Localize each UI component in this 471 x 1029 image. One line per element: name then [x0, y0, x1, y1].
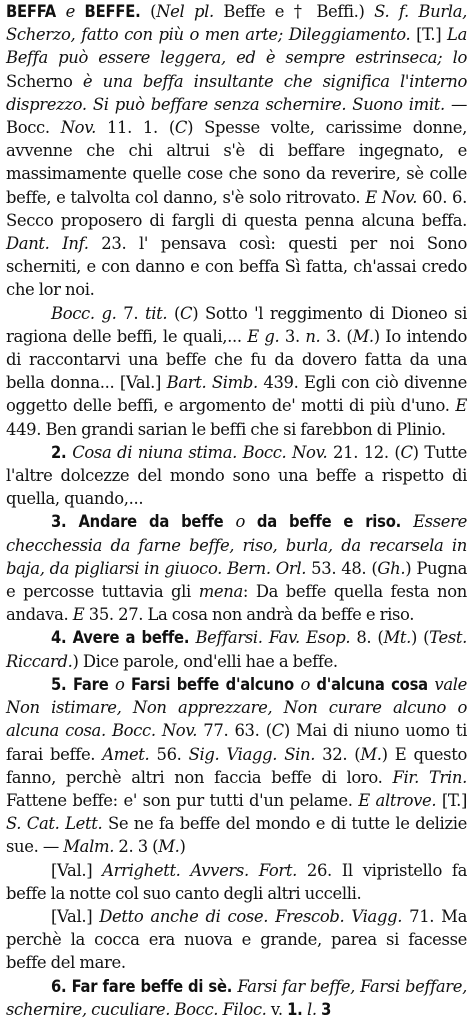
- headword-text: d'alcuna cosa: [316, 674, 435, 694]
- italic-text: Detto anche di cose. Frescob. Viagg.: [99, 906, 410, 926]
- body-text: Fattene beffe: e' son pur tutti d'un pelame.: [6, 790, 359, 810]
- body-text: 21. 12. (: [333, 442, 401, 462]
- headword-text: 5. Fare: [51, 674, 116, 694]
- italic-text: M.: [360, 744, 382, 764]
- italic-text: e: [65, 2, 85, 21]
- entry-sense-paragraph: [6, 905, 467, 975]
- italic-text: Mt.: [383, 628, 411, 648]
- italic-text: C: [179, 303, 193, 323]
- italic-text: C: [271, 721, 284, 741]
- italic-text: S. f. Burla, Scherzo, fatto con più o men arte; Dileggiamento.: [6, 2, 467, 45]
- headword-text: Farsi beffe d'alcuno: [131, 674, 301, 694]
- headword-text: 3. Andare da beffe: [51, 512, 236, 532]
- italic-text: o: [235, 512, 257, 532]
- entry-sense-paragraph: [6, 441, 467, 511]
- italic-text: n.: [305, 326, 326, 346]
- headword-text: 1.: [287, 999, 307, 1019]
- body-text: 439. Egli con ciò divenne oggetto delle beffi, e argomento de' motti di più d'uno.: [6, 373, 467, 416]
- italic-text: Dant. Inf.: [6, 234, 102, 254]
- body-text: 35. 27. La cosa non andrà da beffe e riso.: [88, 605, 415, 625]
- italic-text: E altrove.: [358, 790, 442, 810]
- body-text: Beffe e † Beffi.): [223, 2, 375, 21]
- body-text: ) Pugna e percosse tuttavia gli: [6, 558, 467, 602]
- body-text: (: [150, 2, 157, 21]
- italic-text: Farsi far beffe, Farsi beffare, schernire, cuculiare. Bocc. Filoc.: [6, 976, 467, 1019]
- italic-text: C: [400, 442, 413, 462]
- italic-text: C: [174, 118, 188, 138]
- italic-text: E g.: [247, 326, 285, 346]
- body-text: ) Dice parole, ond'elli hae a beffe.: [72, 651, 338, 671]
- body-text: 449. Ben grandi sarian le beffi che si farebbon di Plinio.: [6, 419, 446, 439]
- italic-text: Test. Riccard.: [6, 628, 467, 671]
- italic-text: Beffarsi. Fav. Esop.: [195, 628, 357, 648]
- italic-text: Essere checchessia da farne beffe, riso, burla, da recarsela in baja, da pigliarsi in giuoco. Bern. Orl.: [6, 512, 467, 578]
- italic-text: tit.: [144, 303, 174, 323]
- body-text: 26. Il vipristello fa beffe la notte col suo canto degli altri uccelli.: [6, 860, 467, 903]
- body-text: ) (: [410, 628, 430, 648]
- body-text: 53. 48. (: [311, 558, 378, 578]
- body-text: 3. (: [325, 326, 353, 346]
- italic-text: E: [72, 605, 89, 625]
- entry-sense-paragraph: [6, 859, 467, 905]
- italic-text: Fir. Trin.: [392, 767, 467, 787]
- entry-sense-paragraph: [6, 626, 467, 672]
- body-text: (: [173, 303, 180, 323]
- headword-text: da beffe e riso.: [256, 512, 414, 532]
- body-text: ) Tutte l'altre dolcezze del mondo sono una beffe a rispetto di quella, quando,...: [6, 442, 467, 509]
- italic-text: Cosa di niuna stima. Bocc. Nov.: [72, 442, 334, 462]
- body-text: 23. l' pensava così: questi per noi Sono scherniti, e con danno e con beffa Sì fatta, ch'assai credo che lor noi.: [6, 234, 468, 300]
- entry-sense-paragraph: [6, 975, 467, 1021]
- body-text: [T.]: [416, 25, 448, 45]
- body-text: ) E questo fanno, perchè altri non faccia beffe di loro.: [6, 744, 467, 787]
- italic-text: E Nov.: [365, 187, 423, 207]
- italic-text: Malm.: [63, 837, 119, 857]
- body-text: 71. Ma perchè la cocca era nuova e grande, parea si facesse beffe del mare.: [6, 906, 467, 973]
- body-text: 3.: [284, 326, 306, 346]
- body-text: 56.: [156, 744, 189, 764]
- body-text: [Val.]: [51, 860, 103, 880]
- entry-sense-paragraph: [6, 302, 467, 441]
- italic-text: Bocc. g.: [51, 303, 124, 323]
- body-text: Se ne fa beffe del mondo e di tutte le delizie sue. —: [6, 814, 467, 857]
- body-text: [Val.]: [51, 906, 100, 926]
- body-text: ): [179, 837, 186, 857]
- body-text: 8. (: [356, 628, 384, 648]
- italic-text: La Beffa può essere leggera, ed è sempre estrinseca; lo: [6, 25, 467, 68]
- italic-text: M.: [158, 837, 180, 857]
- entry-sense-paragraph: [6, 510, 467, 626]
- italic-text: Gh.: [377, 558, 406, 578]
- dictionary-entry-beffa: [6, 0, 467, 1021]
- italic-text: S. Cat. Lett.: [6, 814, 108, 834]
- italic-text: è una beffa insultante che significa l'interno disprezzo. Si può beffare senza schernire. Suono imit.: [6, 71, 467, 114]
- italic-text: vale Non istimare, Non apprezzare, Non curare alcuno o alcuna cosa. Bocc. Nov.: [6, 674, 467, 741]
- headword-text: 3: [321, 999, 332, 1019]
- body-text: — Bocc.: [6, 94, 467, 138]
- italic-text: l.: [306, 999, 322, 1019]
- body-text: Scherno: [6, 71, 83, 91]
- headword-text: 2.: [51, 442, 73, 462]
- body-text: 11. 1. (: [106, 118, 175, 138]
- body-text: ) Sotto 'l reggimento di Dioneo si ragiona delle beffi, le quali,...: [6, 303, 467, 346]
- entry-sense-paragraph: [6, 673, 467, 859]
- body-text: [T.]: [441, 790, 467, 810]
- headword-text: 4. Avere a beffe.: [51, 628, 196, 648]
- body-text: 77. 63. (: [203, 721, 272, 741]
- italic-text: Nel pl.: [156, 2, 224, 21]
- headword-text: BEFFA: [6, 2, 66, 21]
- body-text: 2. 3 (: [118, 837, 159, 857]
- body-text: 7.: [123, 303, 145, 323]
- italic-text: o: [115, 674, 132, 694]
- body-text: : Da beffe quella festa non andava.: [6, 582, 467, 625]
- entry-definition-paragraph: [6, 0, 467, 302]
- body-text: ) Io intendo di raccontarvi una beffe che fu da dovero fatta da una bella donna... [Val.]: [6, 326, 468, 393]
- italic-text: Amet.: [102, 744, 157, 764]
- italic-text: mena: [198, 582, 243, 602]
- headword-text: 6. Far fare beffe di sè.: [51, 976, 238, 996]
- headword-text: BEFFE.: [84, 2, 151, 21]
- body-text: v.: [270, 999, 288, 1019]
- italic-text: Arrighett. Avvers. Fort.: [102, 860, 307, 880]
- italic-text: Nov.: [60, 118, 107, 138]
- italic-text: o: [300, 674, 317, 694]
- body-text: 32. (: [322, 744, 361, 764]
- body-text: ) Mai di niuno uomo ti farai beffe.: [6, 721, 467, 764]
- italic-text: M.: [352, 326, 374, 346]
- body-text: ) Spesse volte, carissime donne, avvenne che chi altrui s'è di beffare ingegnato, e massimamente quelle cose che sono da reverire, sè colle beffe, e talvolta col danno, s'è solo ritrovato.: [6, 118, 467, 207]
- italic-text: Bart. Simb.: [166, 373, 264, 393]
- italic-text: E: [455, 396, 467, 416]
- italic-text: Sig. Viagg. Sin.: [188, 744, 323, 764]
- body-text: 60. 6. Secco proposero di fargli di questa penna alcuna beffa.: [6, 187, 467, 230]
